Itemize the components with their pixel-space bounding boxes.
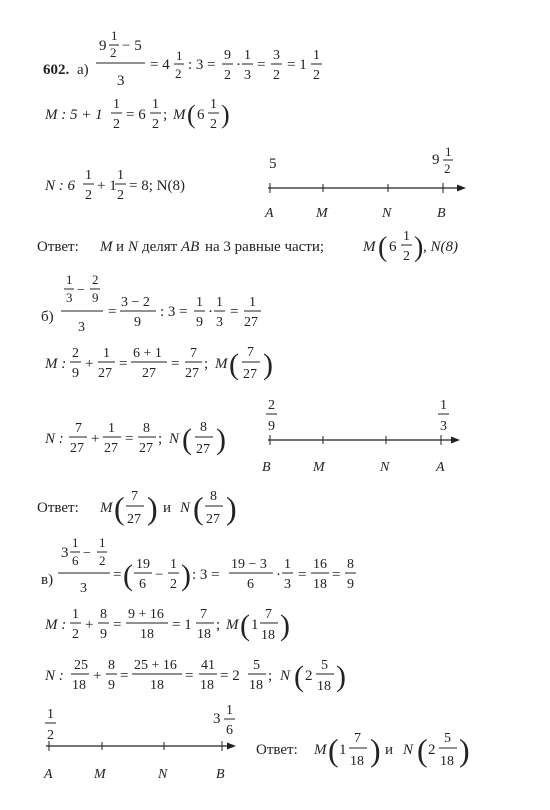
c-answer-rparen2: ) — [459, 732, 470, 768]
part-c-label: в) — [41, 572, 54, 588]
a-main-den: 3 — [117, 73, 125, 89]
b-n-pt-n: 8 — [200, 420, 207, 435]
c-e-d: 18 — [313, 577, 327, 592]
a-m-pt: M — [173, 107, 186, 123]
part-b — [37, 272, 460, 527]
c-n-pt-n: 5 — [321, 658, 328, 673]
a-m-pt-d: 2 — [210, 117, 217, 132]
a-r3-n: 9 — [224, 48, 231, 63]
c-m-b-d: 9 — [100, 627, 107, 642]
c-n-sep: ; — [268, 668, 273, 684]
c-n-e-d: 18 — [249, 678, 263, 693]
c-n-b-d: 9 — [108, 678, 115, 693]
c-p-n1: 19 — [136, 557, 150, 572]
b-m-c-n: 6 + 1 — [133, 346, 162, 361]
c-answer-pt1-n: 7 — [354, 731, 361, 746]
c-n-eq2: = — [185, 668, 194, 684]
b-n-lparen: ( — [182, 423, 192, 456]
b-m-a-n: 2 — [72, 346, 79, 361]
c-answer-rparen1: ) — [370, 732, 381, 768]
a-line-right-n: 1 — [445, 144, 452, 159]
c-m-lparen: ( — [240, 609, 250, 642]
c-a-n: 1 — [72, 535, 79, 550]
b-f-n: 1 — [249, 295, 256, 310]
c-m-eq2: = 1 — [172, 617, 192, 633]
a-eq: = — [257, 57, 266, 73]
b-m-sep: ; — [204, 356, 209, 372]
b-n-lhs: N : — [45, 431, 64, 447]
a-r6-d: 2 — [313, 68, 320, 83]
number-line-a — [268, 183, 466, 193]
c-label-b: B — [216, 767, 225, 782]
b-eq: = — [108, 304, 117, 320]
b-b-d: 9 — [92, 290, 99, 305]
b-label-m: M — [313, 460, 325, 475]
c-m-pt: M — [226, 617, 239, 633]
b-answer-pt1-d: 27 — [127, 512, 141, 527]
a-answer-rparen: ) — [414, 232, 424, 263]
c-line-left-d: 2 — [47, 728, 54, 743]
c-answer-pt2-n: 5 — [444, 731, 451, 746]
c-e-n: 16 — [313, 557, 327, 572]
b-answer-rparen2: ) — [226, 490, 237, 526]
b-n-c-n: 8 — [143, 421, 150, 436]
c-p-minus: − — [155, 567, 164, 583]
b-a-n: 1 — [66, 272, 73, 287]
a-n-lhs: N : 6 — [45, 178, 75, 194]
a-n-f1-d: 2 — [85, 188, 92, 203]
b-answer-pt2-n: 8 — [210, 489, 217, 504]
a-label-n: N — [382, 206, 392, 221]
a-m-lhs: M : 5 + 1 — [45, 107, 103, 123]
a-answer-seg: AB — [181, 239, 200, 255]
a-n-plus: + 1 — [97, 178, 117, 194]
b-c-n: 3 − 2 — [121, 295, 150, 310]
a-num-frac-n: 1 — [111, 28, 118, 43]
c-b-n: 1 — [99, 535, 106, 550]
c-dot: · — [276, 567, 281, 583]
a-answer-pt: M — [363, 239, 376, 255]
a-r5-n: 3 — [273, 48, 280, 63]
c-m-pt-w: 1 — [251, 617, 259, 633]
b-m-a-d: 9 — [72, 366, 79, 381]
a-r3-d: 2 — [224, 68, 231, 83]
c-m-c-n: 9 + 16 — [128, 607, 164, 622]
c-c-n: 19 − 3 — [231, 557, 267, 572]
b-m-eq: = — [119, 356, 128, 372]
b-answer-pt1-n: 7 — [131, 489, 138, 504]
c-label-a: A — [44, 767, 53, 782]
b-line-right-d: 3 — [440, 419, 447, 434]
b-c-d: 9 — [134, 315, 141, 330]
c-answer-pt2-d: 18 — [440, 754, 454, 769]
b-label-n: N — [380, 460, 390, 475]
a-r4-d: 3 — [244, 68, 251, 83]
a-m-pt-w: 6 — [197, 107, 205, 123]
b-e-n: 1 — [216, 295, 223, 310]
c-n-pt-d: 18 — [317, 679, 331, 694]
a-r6-n: 1 — [313, 48, 320, 63]
b-answer-lparen1: ( — [114, 490, 125, 526]
a-m-pt-n: 1 — [210, 97, 217, 112]
c-rparen: ) — [181, 559, 191, 592]
b-a-d: 3 — [66, 290, 73, 305]
c-answer-lparen2: ( — [417, 732, 428, 768]
a-r2: : 3 = — [188, 57, 216, 73]
c-eq2: = — [298, 567, 307, 583]
a-m-f1-n: 1 — [113, 97, 120, 112]
c-m-sep: ; — [216, 617, 221, 633]
c-answer-pt2: N — [403, 742, 414, 758]
c-m-pt-n: 7 — [265, 607, 272, 622]
c-a-d: 6 — [72, 553, 79, 568]
c-n-rparen: ) — [336, 660, 346, 693]
c-n-d-d: 18 — [200, 678, 214, 693]
a-n-f2-n: 1 — [117, 168, 124, 183]
a-m-rparen: ) — [221, 100, 230, 129]
b-d-n: 1 — [196, 295, 203, 310]
b-main-den: 3 — [78, 320, 85, 335]
c-n-pt-w: 2 — [305, 668, 313, 684]
a-answer-tail: делят — [142, 239, 178, 255]
c-n-eq: = — [120, 668, 129, 684]
c-n-d-n: 41 — [201, 658, 215, 673]
part-a — [37, 28, 466, 264]
c-main-den: 3 — [80, 581, 87, 596]
c-line-right-d: 6 — [226, 723, 233, 738]
c-m-eq: = — [113, 617, 122, 633]
a-dot: · — [236, 57, 241, 73]
b-dot: · — [208, 304, 213, 320]
c-f-n: 8 — [347, 557, 354, 572]
b-answer-rparen1: ) — [147, 490, 158, 526]
b-label-a: A — [436, 460, 445, 475]
a-answer-and: и — [116, 239, 125, 255]
c-f-d: 9 — [347, 577, 354, 592]
b-d-d: 9 — [196, 315, 203, 330]
a-answer-rest: на 3 равные части; — [205, 239, 325, 255]
c-b-d: 2 — [99, 553, 106, 568]
number-line-b — [268, 435, 460, 445]
c-n-pt: N — [280, 668, 291, 684]
b-eq2: = — [230, 304, 239, 320]
b-n-b-n: 1 — [108, 421, 115, 436]
c-m-a-d: 2 — [72, 627, 79, 642]
b-m-d-n: 7 — [190, 346, 197, 361]
b-answer-and: и — [163, 500, 172, 516]
a-answer-m: M — [100, 239, 113, 255]
b-line-left-n: 2 — [268, 398, 275, 413]
c-n-plus: + — [93, 668, 102, 684]
b-n-b-d: 27 — [104, 441, 118, 456]
b-label-b: B — [262, 460, 271, 475]
a-r4-n: 1 — [244, 48, 251, 63]
b-n-eq: = — [125, 431, 134, 447]
c-m-plus: + — [85, 617, 94, 633]
c-lparen: ( — [123, 559, 133, 592]
c-m-rparen: ) — [280, 609, 290, 642]
c-eq3: = — [332, 567, 341, 583]
b-f-d: 27 — [244, 315, 258, 330]
c-answer-pt1-d: 18 — [350, 754, 364, 769]
b-n-a-d: 27 — [70, 441, 84, 456]
a-line-left-value: 5 — [269, 156, 277, 172]
b-m-d-d: 27 — [185, 366, 199, 381]
b-answer-pt2: N — [180, 500, 191, 516]
c-answer-pt1: M — [314, 742, 327, 758]
c-n-b-n: 8 — [108, 658, 115, 673]
c-d-d: 3 — [284, 577, 291, 592]
c-eq: = — [113, 567, 122, 583]
c-n-e-n: 5 — [253, 658, 260, 673]
b-m-b-d: 27 — [98, 366, 112, 381]
a-n-f1-n: 1 — [85, 168, 92, 183]
c-line-right-w: 3 — [213, 711, 221, 727]
c-arrow-head — [227, 743, 236, 750]
a-label-a: A — [265, 206, 274, 221]
b-m-pt: M — [215, 356, 228, 372]
b-m-plus: + — [85, 356, 94, 372]
a-arrow-head — [457, 185, 466, 192]
c-div: : 3 = — [192, 567, 220, 583]
b-m-rparen: ) — [263, 348, 273, 381]
a-num-whole: 9 — [99, 38, 107, 54]
c-line-right-n: 1 — [226, 703, 233, 718]
part-c — [41, 535, 470, 782]
c-n-a-d: 18 — [72, 678, 86, 693]
c-m-d-n: 7 — [200, 607, 207, 622]
c-n-c-d: 18 — [150, 678, 164, 693]
problem-number: 602. — [43, 62, 70, 78]
c-p-d2: 2 — [170, 577, 177, 592]
c-answer-lparen1: ( — [328, 732, 339, 768]
a-label-m: M — [316, 206, 328, 221]
b-m-pt-n: 7 — [247, 345, 254, 360]
a-answer-pt2: , N(8) — [423, 239, 458, 255]
a-answer-pt-w: 6 — [389, 239, 397, 255]
b-n-rparen: ) — [216, 423, 226, 456]
b-n-pt: N — [169, 431, 180, 447]
c-minus: − — [83, 546, 91, 561]
c-n-c-n: 25 + 16 — [134, 658, 177, 673]
b-m-lparen: ( — [229, 348, 239, 381]
b-line-left-d: 9 — [268, 419, 275, 434]
b-minus: − — [77, 283, 85, 298]
b-b-n: 2 — [92, 272, 99, 287]
a-label-b: B — [437, 206, 446, 221]
c-d-n: 1 — [284, 557, 291, 572]
c-n-lparen: ( — [294, 660, 304, 693]
a-answer-pt-d: 2 — [403, 249, 410, 264]
c-answer-pt2-w: 2 — [428, 742, 436, 758]
b-n-pt-d: 27 — [196, 442, 210, 457]
c-c-d: 6 — [247, 577, 254, 592]
b-m-eq2: = — [171, 356, 180, 372]
b-n-c-d: 27 — [139, 441, 153, 456]
b-m-pt-d: 27 — [243, 367, 257, 382]
c-m-d-d: 18 — [197, 627, 211, 642]
a-m-f2-n: 1 — [152, 97, 159, 112]
a-r5-d: 2 — [273, 68, 280, 83]
c-p-n2: 1 — [170, 557, 177, 572]
a-r1-n: 1 — [176, 48, 183, 63]
b-answer-pt1: M — [100, 500, 113, 516]
b-line-right-n: 1 — [440, 398, 447, 413]
c-label-n: N — [158, 767, 168, 782]
a-n-f2-d: 2 — [117, 188, 124, 203]
a-r1: = 4 — [150, 57, 170, 73]
b-answer-prefix: Ответ: — [37, 500, 79, 516]
a-line-right-d: 2 — [444, 161, 451, 176]
b-e-d: 3 — [216, 315, 223, 330]
c-label-m: M — [94, 767, 106, 782]
a-r6: = 1 — [287, 57, 307, 73]
c-m-lhs: M : — [45, 617, 67, 633]
b-div: : 3 = — [160, 304, 188, 320]
c-m-c-d: 18 — [140, 627, 154, 642]
part-b-label: б) — [41, 309, 54, 325]
c-n-lhs: N : — [45, 668, 64, 684]
c-p-d1: 6 — [139, 577, 146, 592]
a-r1-d: 2 — [175, 66, 182, 81]
c-n-a-n: 25 — [74, 658, 88, 673]
a-m-sep: ; — [163, 107, 168, 123]
a-num-frac-d: 2 — [110, 45, 117, 60]
a-answer-n: N — [128, 239, 139, 255]
b-n-plus: + — [91, 431, 100, 447]
b-n-a-n: 7 — [75, 421, 82, 436]
a-m-f2-d: 2 — [152, 117, 159, 132]
a-line-right-whole: 9 — [432, 152, 440, 168]
a-n-rhs: = 8; N(8) — [129, 178, 185, 194]
a-m-f1-d: 2 — [113, 117, 120, 132]
c-answer-prefix: Ответ: — [256, 742, 298, 758]
b-m-c-d: 27 — [142, 366, 156, 381]
b-answer-pt2-d: 27 — [206, 512, 220, 527]
part-a-label: а) — [77, 62, 89, 78]
number-line-c — [46, 741, 236, 751]
c-n-eq3: = 2 — [220, 668, 240, 684]
c-a-w: 3 — [61, 545, 69, 561]
a-answer-prefix: Ответ: — [37, 239, 79, 255]
c-line-left-n: 1 — [47, 707, 54, 722]
a-m-mid: = 6 — [126, 107, 146, 123]
b-n-sep: ; — [158, 431, 163, 447]
b-answer-lparen2: ( — [193, 490, 204, 526]
c-m-pt-d: 18 — [261, 628, 275, 643]
a-answer-lparen: ( — [378, 232, 388, 263]
c-m-a-n: 1 — [72, 607, 79, 622]
b-arrow-head — [451, 437, 460, 444]
a-answer-pt-n: 1 — [403, 229, 410, 244]
c-answer-pt1-w: 1 — [339, 742, 347, 758]
c-answer-and: и — [385, 742, 394, 758]
c-m-b-n: 8 — [100, 607, 107, 622]
b-m-lhs: M : — [45, 356, 67, 372]
b-m-b-n: 1 — [103, 346, 110, 361]
a-m-lparen: ( — [187, 100, 196, 129]
a-num-tail: − 5 — [122, 38, 142, 54]
